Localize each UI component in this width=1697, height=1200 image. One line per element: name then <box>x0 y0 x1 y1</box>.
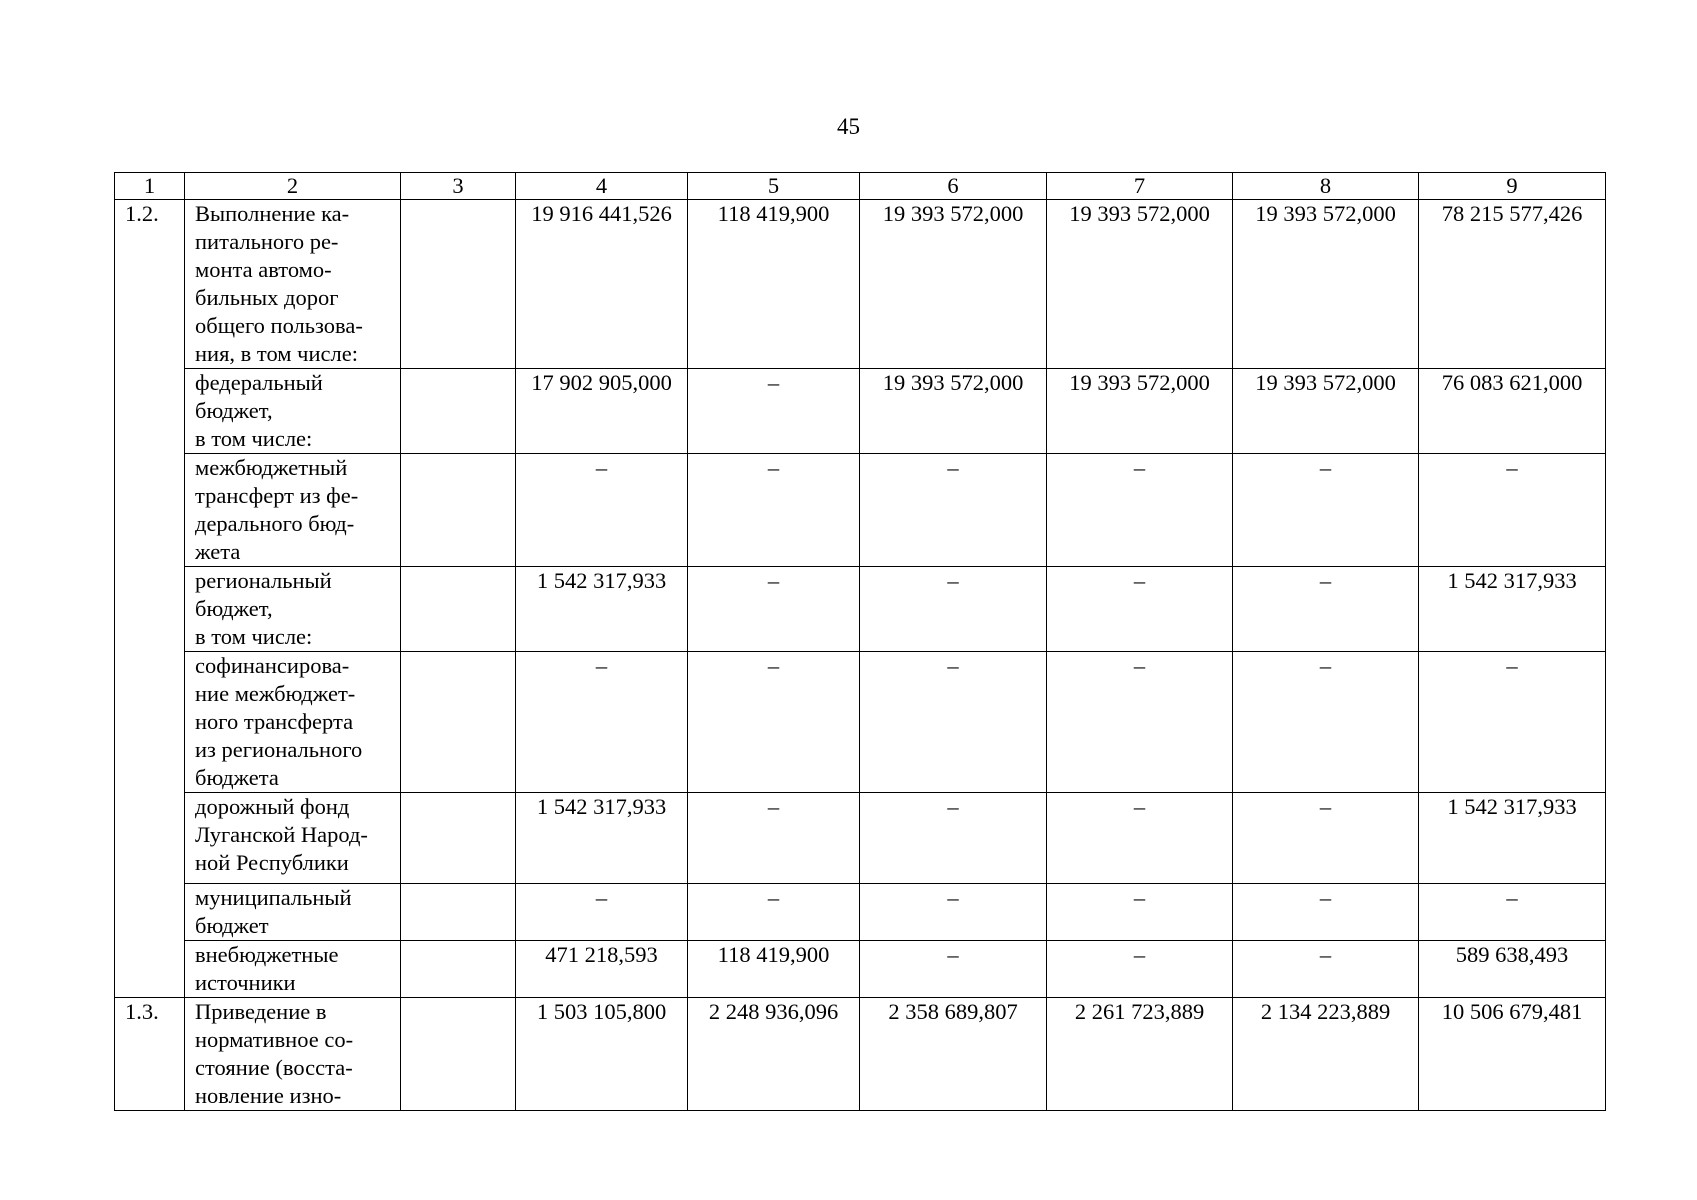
value-cell: 1 542 317,933 <box>516 567 688 652</box>
budget-table <box>114 172 1606 1111</box>
value-cell: – <box>688 652 860 793</box>
value-cell: 2 358 689,807 <box>860 998 1047 1111</box>
value-cell: 17 902 905,000 <box>516 369 688 454</box>
value-cell: – <box>688 884 860 941</box>
row-label: внебюджетные источники <box>185 941 401 998</box>
value-cell: 1 542 317,933 <box>516 793 688 884</box>
table-row <box>115 652 1606 793</box>
table-row <box>115 567 1606 652</box>
value-cell: – <box>688 369 860 454</box>
value-cell: – <box>1047 941 1233 998</box>
value-cell: 19 393 572,000 <box>860 369 1047 454</box>
row-label: межбюджетный трансферт из фе- дерального бюд- жета <box>185 454 401 567</box>
row-label: софинансирова- ние межбюджет- ного трансферта из регионального бюджета <box>185 652 401 793</box>
row-label: Приведение в нормативное со- стояние (восста- новление изно- <box>185 998 401 1111</box>
value-cell: – <box>688 793 860 884</box>
value-cell: 589 638,493 <box>1419 941 1606 998</box>
value-cell: – <box>860 454 1047 567</box>
value-cell: 19 393 572,000 <box>1233 200 1419 369</box>
value-cell: 10 506 679,481 <box>1419 998 1606 1111</box>
row-label: Выполнение ка- питального ре- монта автомо- бильных дорог общего пользова- ния, в том числе: <box>185 200 401 369</box>
value-cell: – <box>516 652 688 793</box>
column-3-cell <box>401 941 516 998</box>
row-label: муниципальный бюджет <box>185 884 401 941</box>
value-cell: – <box>1419 884 1606 941</box>
value-cell: 19 393 572,000 <box>1047 200 1233 369</box>
value-cell: – <box>516 884 688 941</box>
value-cell: 1 542 317,933 <box>1419 567 1606 652</box>
value-cell: – <box>1233 454 1419 567</box>
column-3-cell <box>401 793 516 884</box>
value-cell: – <box>1233 884 1419 941</box>
column-header: 2 <box>185 173 401 200</box>
row-label: дорожный фонд Луганской Народ- ной Республики <box>185 793 401 884</box>
item-number: 1.3. <box>115 998 185 1111</box>
value-cell: – <box>1047 884 1233 941</box>
column-header: 9 <box>1419 173 1606 200</box>
column-header: 3 <box>401 173 516 200</box>
row-label: федеральный бюджет, в том числе: <box>185 369 401 454</box>
column-header: 6 <box>860 173 1047 200</box>
value-cell: – <box>688 567 860 652</box>
table-row <box>115 941 1606 998</box>
value-cell: – <box>860 793 1047 884</box>
value-cell: – <box>1047 652 1233 793</box>
value-cell: – <box>1419 454 1606 567</box>
value-cell: 118 419,900 <box>688 941 860 998</box>
value-cell: – <box>1047 567 1233 652</box>
value-cell: 2 134 223,889 <box>1233 998 1419 1111</box>
value-cell: 19 393 572,000 <box>860 200 1047 369</box>
column-3-cell <box>401 998 516 1111</box>
column-3-cell <box>401 652 516 793</box>
column-3-cell <box>401 884 516 941</box>
value-cell: 1 542 317,933 <box>1419 793 1606 884</box>
value-cell: – <box>1233 941 1419 998</box>
column-number-row <box>115 173 1606 200</box>
value-cell: 2 248 936,096 <box>688 998 860 1111</box>
value-cell: – <box>860 941 1047 998</box>
value-cell: – <box>1419 652 1606 793</box>
column-3-cell <box>401 454 516 567</box>
value-cell: – <box>1047 454 1233 567</box>
value-cell: 78 215 577,426 <box>1419 200 1606 369</box>
value-cell: – <box>1233 567 1419 652</box>
value-cell: 19 916 441,526 <box>516 200 688 369</box>
value-cell: 19 393 572,000 <box>1233 369 1419 454</box>
table-row <box>115 454 1606 567</box>
column-3-cell <box>401 369 516 454</box>
column-header: 8 <box>1233 173 1419 200</box>
column-3-cell <box>401 567 516 652</box>
value-cell: – <box>1047 793 1233 884</box>
table-row <box>115 884 1606 941</box>
column-header: 7 <box>1047 173 1233 200</box>
column-header: 5 <box>688 173 860 200</box>
table-row <box>115 998 1606 1111</box>
value-cell: 118 419,900 <box>688 200 860 369</box>
value-cell: 471 218,593 <box>516 941 688 998</box>
page-number: 45 <box>837 114 860 139</box>
value-cell: – <box>860 567 1047 652</box>
column-header: 4 <box>516 173 688 200</box>
table-row <box>115 793 1606 884</box>
column-header: 1 <box>115 173 185 200</box>
column-3-cell <box>401 200 516 369</box>
value-cell: 1 503 105,800 <box>516 998 688 1111</box>
value-cell: 2 261 723,889 <box>1047 998 1233 1111</box>
item-number: 1.2. <box>115 200 185 998</box>
value-cell: – <box>1233 793 1419 884</box>
value-cell: – <box>860 652 1047 793</box>
value-cell: – <box>860 884 1047 941</box>
table-row <box>115 369 1606 454</box>
value-cell: – <box>688 454 860 567</box>
row-label: региональный бюджет, в том числе: <box>185 567 401 652</box>
value-cell: – <box>1233 652 1419 793</box>
value-cell: 19 393 572,000 <box>1047 369 1233 454</box>
value-cell: – <box>516 454 688 567</box>
table-row <box>115 200 1606 369</box>
value-cell: 76 083 621,000 <box>1419 369 1606 454</box>
